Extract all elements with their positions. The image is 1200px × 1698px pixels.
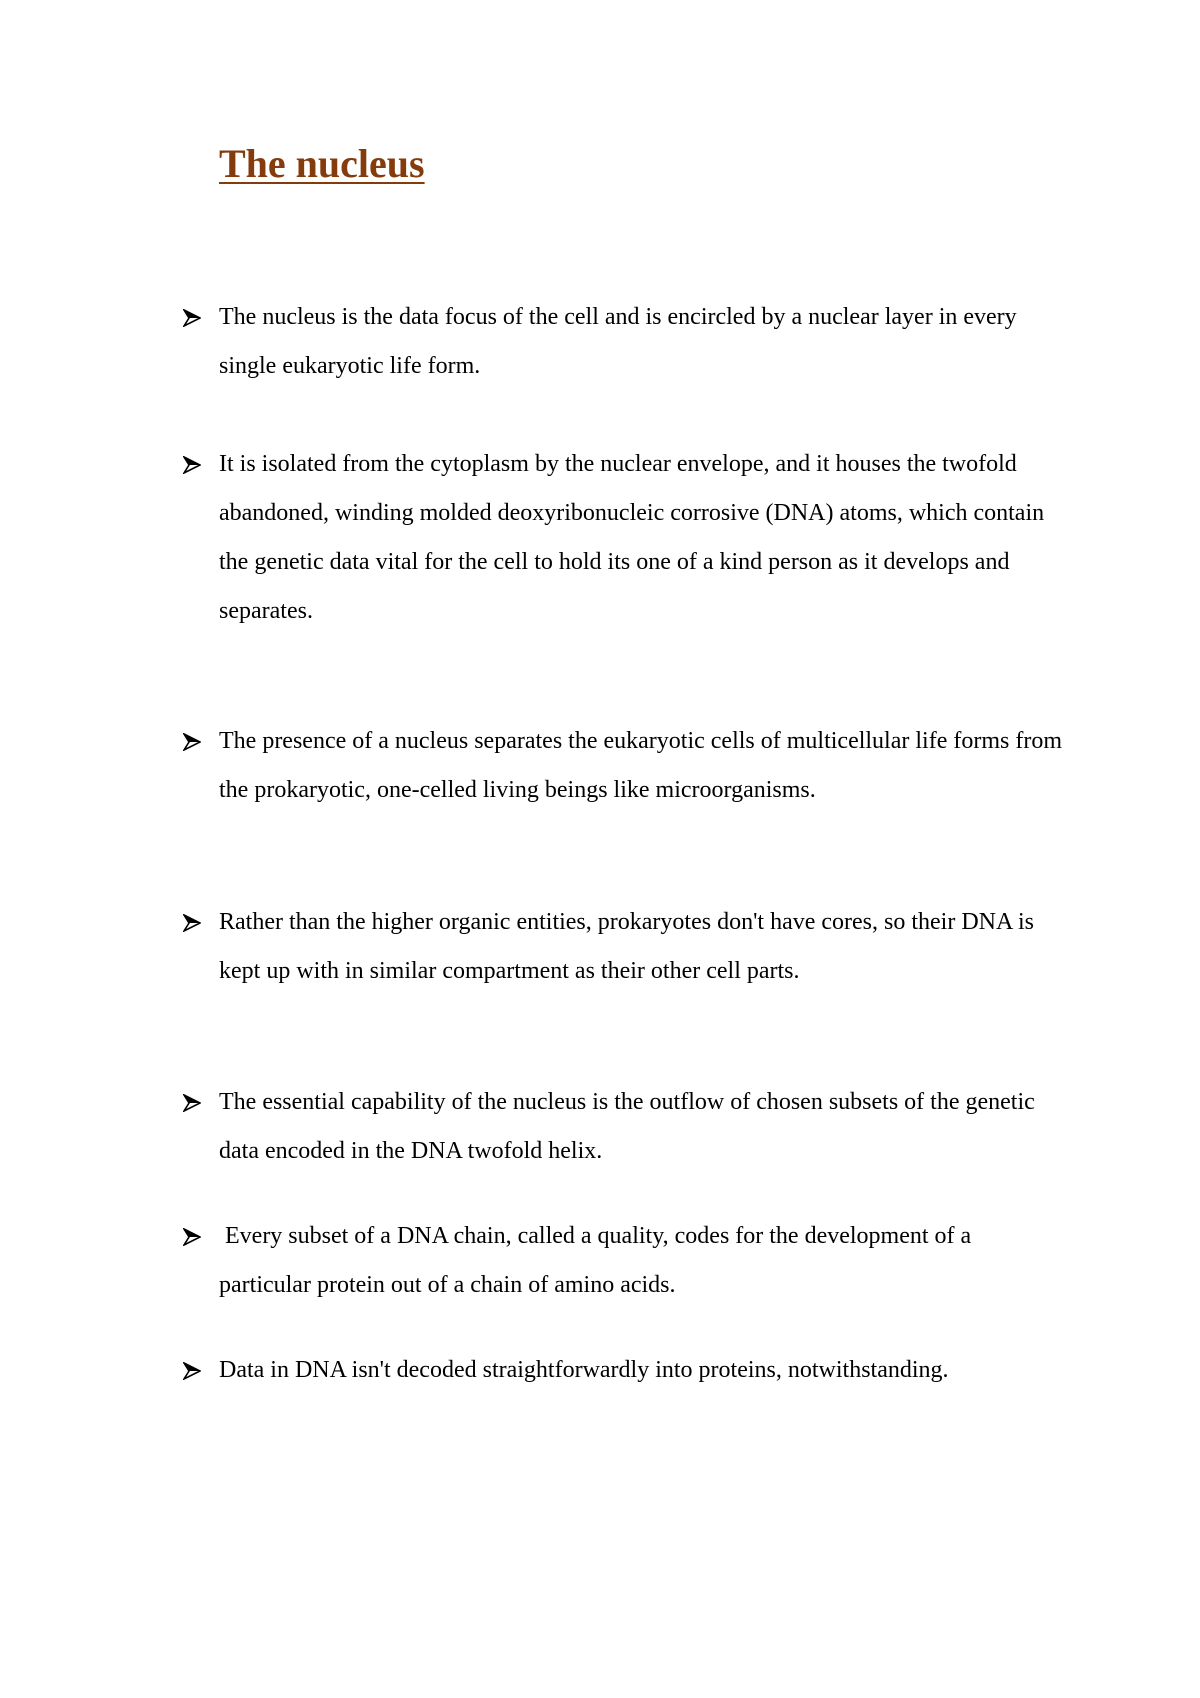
arrowhead-bullet-icon <box>183 293 207 342</box>
bullet-item <box>183 717 1063 815</box>
bullet-item <box>183 440 1063 636</box>
arrowhead-bullet-icon <box>183 440 207 489</box>
bullet-text: Rather than the higher organic entities, prokaryotes don't have cores, so their DNA is kept up with in similar compartment as their other cell parts. <box>219 909 1035 984</box>
arrowhead-bullet-icon <box>183 1078 207 1127</box>
bullet-item <box>183 1346 1063 1395</box>
bullet-text: The nucleus is the data focus of the cell and is encircled by a nuclear layer in every single eukaryotic life form. <box>219 304 1017 379</box>
page-title: The nucleus <box>219 141 425 186</box>
bullet-text: Every subset of a DNA chain, called a quality, codes for the development of a particular protein out of a chain of amino acids. <box>219 1223 978 1298</box>
bullet-item <box>183 1078 1063 1176</box>
arrowhead-bullet-icon <box>183 1212 207 1261</box>
bullet-text: It is isolated from the cytoplasm by the nuclear envelope, and it houses the twofold abandoned, winding molded deoxyribonucleic corrosive (DNA) atoms, which contain the genetic data vital for the cell to hold its one of a kind person as it develops and separates. <box>219 451 1045 624</box>
arrowhead-bullet-icon <box>183 898 207 947</box>
bullet-item <box>183 1212 1063 1310</box>
bullet-text: The essential capability of the nucleus is the outflow of chosen subsets of the genetic data encoded in the DNA twofold helix. <box>219 1089 1035 1164</box>
bullet-item <box>183 898 1063 996</box>
bullet-item <box>183 293 1063 391</box>
arrowhead-bullet-icon <box>183 717 207 766</box>
bullet-text: Data in DNA isn't decoded straightforwardly into proteins, notwithstanding. <box>219 1357 949 1383</box>
arrowhead-bullet-icon <box>183 1346 207 1395</box>
bullet-text: The presence of a nucleus separates the eukaryotic cells of multicellular life forms from the prokaryotic, one-celled living beings like microorganisms. <box>219 728 1062 803</box>
